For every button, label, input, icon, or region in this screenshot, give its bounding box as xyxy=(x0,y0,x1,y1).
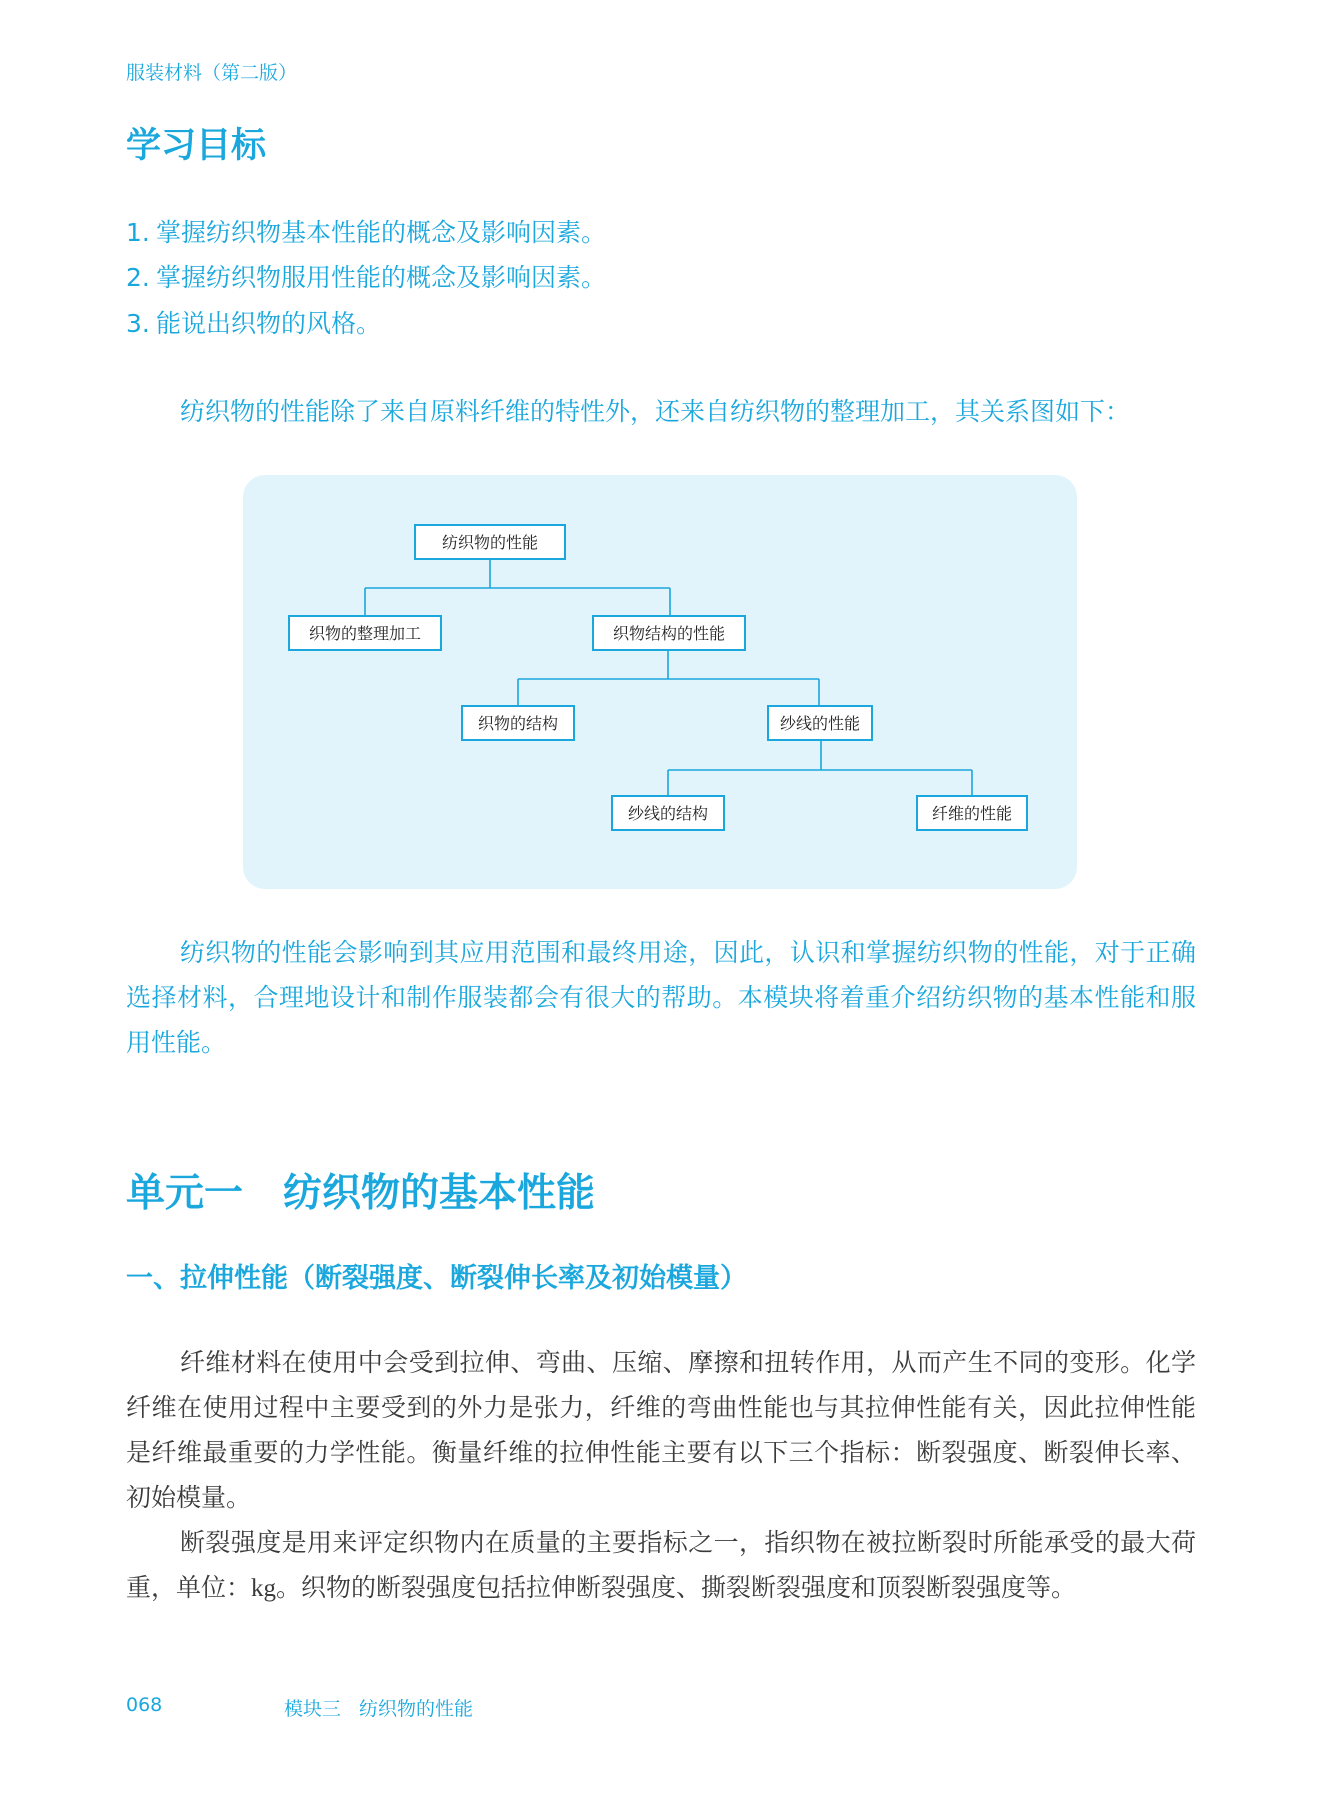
connector xyxy=(365,557,670,618)
node-fiber-performance xyxy=(917,796,1027,830)
node-structure-performance xyxy=(593,616,745,650)
objective-text: 能说出织物的风格。 xyxy=(156,309,382,338)
node-label: 织物的整理加工 xyxy=(308,624,422,643)
objective-number: 2. xyxy=(126,263,150,292)
diagram-svg xyxy=(243,475,1077,889)
node-yarn-structure xyxy=(612,796,724,830)
objective-number: 1. xyxy=(126,218,150,247)
running-header: 服装材料（第二版） xyxy=(126,62,298,84)
page-number: 068 xyxy=(126,1694,163,1716)
objectives-title: 学习目标 xyxy=(126,126,267,166)
body-text: 。织物的断裂强度包括拉伸断裂强度、撕裂断裂强度和顶裂断裂强度等。 xyxy=(276,1573,1077,1602)
unit-kg: kg xyxy=(251,1575,277,1602)
node-label: 织物的结构 xyxy=(477,714,559,733)
relationship-diagram xyxy=(243,475,1077,889)
footer-module-title: 纺织物的性能 xyxy=(359,1698,474,1720)
node-label: 纤维的性能 xyxy=(931,804,1013,823)
unit-heading: 纺织物的基本性能 xyxy=(283,1171,596,1216)
objective-item xyxy=(126,258,606,294)
objective-item xyxy=(126,213,606,249)
body-paragraph: 纤维材料在使用中会受到拉伸、弯曲、压缩、摩擦和扭转作用，从而产生不同的变形。化学纤维在使用过程中主要受到的外力是张力，纤维的弯曲性能也与其拉伸性能有关，因此拉伸性能是纤维最重要的力学性能。衡量纤维的拉伸性能主要有以下三个指标：断裂强度、断裂伸长率、初始模量。 xyxy=(126,1348,1196,1512)
node-label: 纱线的结构 xyxy=(627,804,709,823)
unit-label: 单元一 xyxy=(126,1171,244,1216)
node-label: 纱线的性能 xyxy=(779,714,861,733)
node-yarn-performance xyxy=(768,706,872,740)
unit-title xyxy=(126,1162,595,1218)
objective-item xyxy=(126,304,381,340)
node-label: 纺织物的性能 xyxy=(441,533,539,552)
section-title: 一、拉伸性能（断裂强度、断裂伸长率及初始模量） xyxy=(126,1263,747,1294)
intro-paragraph: 纺织物的性能会影响到其应用范围和最终用途，因此，认识和掌握纺织物的性能，对于正确选择材料，合理地设计和制作服装都会有很大的帮助。本模块将着重介绍纺织物的基本性能和服用性能。 xyxy=(126,938,1196,1057)
node-label: 织物结构的性能 xyxy=(612,624,726,643)
objective-text: 掌握纺织物基本性能的概念及影响因素。 xyxy=(156,218,607,247)
connector xyxy=(518,647,819,708)
body-text: 断裂强度是用来评定织物内在质量的主要指标之一，指织物在被拉断裂时所能承受的最大荷重，单位： xyxy=(126,1528,1196,1602)
intro-paragraph: 纺织物的性能除了来自原料纤维的特性外，还来自纺织物的整理加工，其关系图如下： xyxy=(180,397,1131,426)
connector xyxy=(668,737,972,798)
objective-number: 3. xyxy=(126,309,150,338)
node-fabric-performance xyxy=(415,525,565,559)
body-paragraph xyxy=(126,1520,1196,1611)
node-fabric-structure xyxy=(462,706,574,740)
objective-text: 掌握纺织物服用性能的概念及影响因素。 xyxy=(156,263,607,292)
footer-module xyxy=(284,1694,473,1721)
footer-module-label: 模块三 xyxy=(284,1698,342,1720)
node-fabric-finishing xyxy=(289,616,441,650)
